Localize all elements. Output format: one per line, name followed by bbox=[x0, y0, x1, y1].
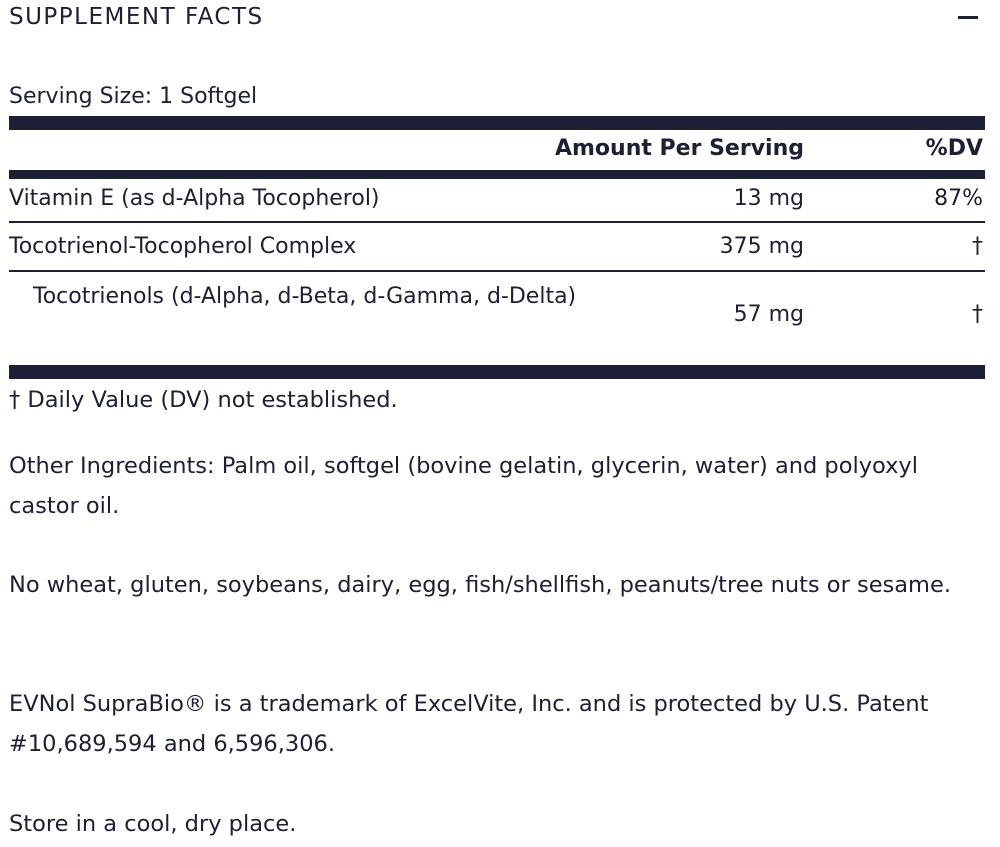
nutrient-name: Vitamin E (as d-Alpha Tocopherol) bbox=[9, 186, 380, 211]
supplement-facts-panel bbox=[9, 0, 985, 837]
sub-nutrient-name: Tocotrienols (d-Alpha, d-Beta, d-Gamma, d-Delta) bbox=[33, 284, 577, 309]
sub-nutrient-amount: 57 mg bbox=[733, 302, 804, 327]
minus-icon[interactable] bbox=[956, 4, 980, 28]
nutrient-dv: † bbox=[972, 234, 983, 259]
serving-size: Serving Size: 1 Softgel bbox=[9, 84, 258, 109]
dv-footnote: † Daily Value (DV) not established. bbox=[9, 387, 398, 413]
row-divider bbox=[9, 221, 985, 223]
amount-column-header: Amount Per Serving bbox=[554, 136, 804, 161]
nutrient-dv: 87% bbox=[934, 186, 983, 211]
trademark-notice: EVNol SupraBio® is a trademark of ExcelVite, Inc. and is protected by U.S. Patent #10,689,594 and 6,596,306. bbox=[9, 691, 929, 757]
row-divider bbox=[9, 270, 985, 272]
header-divider-bar bbox=[9, 170, 985, 179]
other-ingredients: Other Ingredients: Palm oil, softgel (bovine gelatin, glycerin, water) and polyoxyl castor oil. bbox=[9, 453, 918, 519]
nutrient-amount: 375 mg bbox=[719, 234, 804, 259]
nutrient-name: Tocotrienol-Tocopherol Complex bbox=[9, 234, 357, 259]
storage-instructions: Store in a cool, dry place. bbox=[9, 811, 297, 837]
accordion-header[interactable] bbox=[9, 0, 985, 34]
allergen-statement: No wheat, gluten, soybeans, dairy, egg, fish/shellfish, peanuts/tree nuts or sesame. bbox=[9, 572, 951, 598]
dv-column-header: %DV bbox=[925, 136, 983, 161]
section-title: SUPPLEMENT FACTS bbox=[9, 4, 264, 30]
sub-nutrient-dv: † bbox=[972, 302, 983, 327]
table-top-bar bbox=[9, 116, 985, 130]
table-bottom-bar bbox=[9, 365, 985, 379]
nutrient-amount: 13 mg bbox=[733, 186, 804, 211]
